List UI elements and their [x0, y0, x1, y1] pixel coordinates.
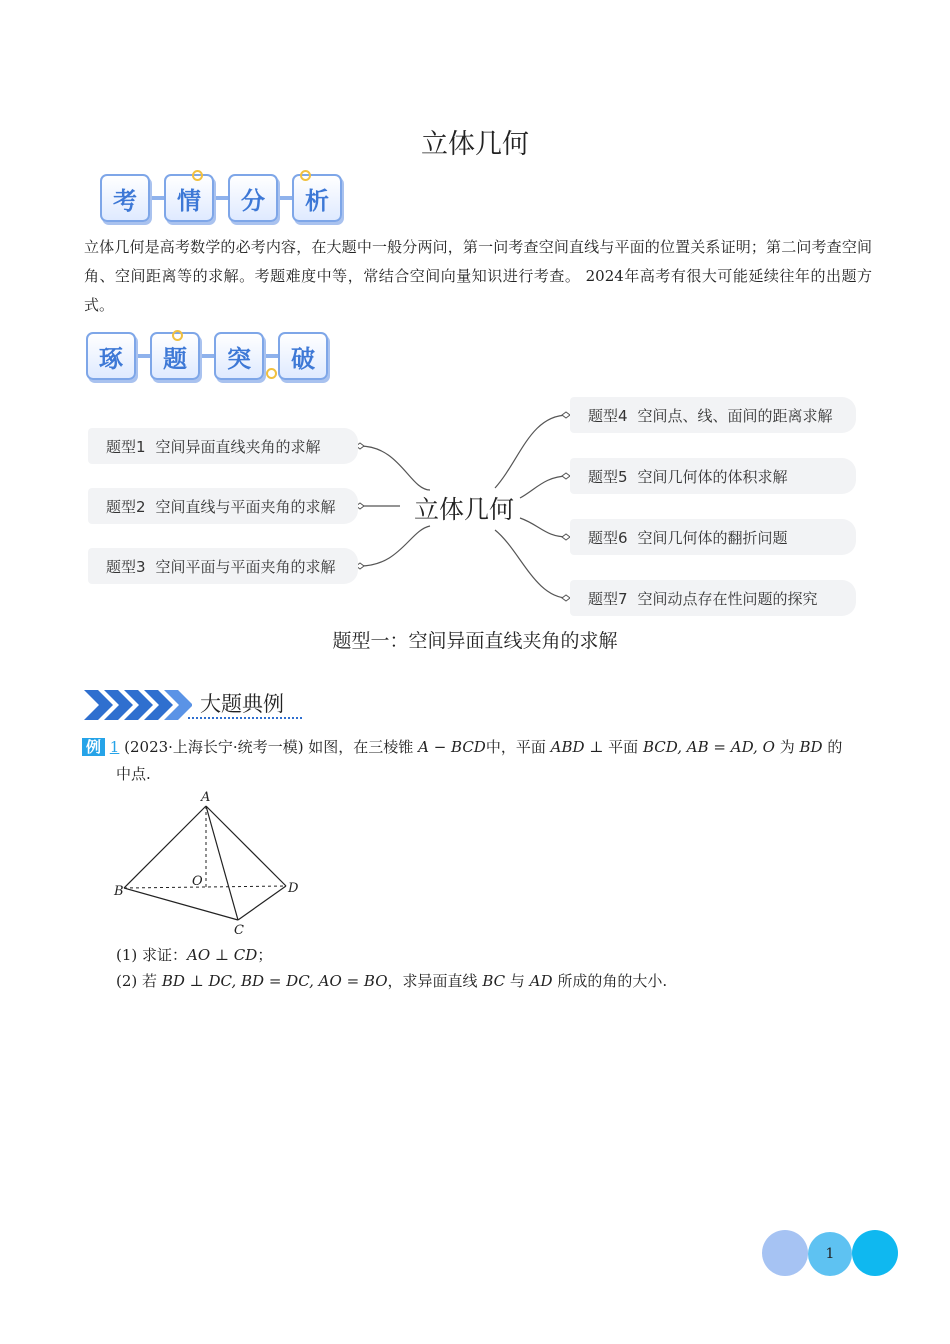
text: (1) 求证：	[116, 946, 188, 964]
vertex-label: B	[114, 884, 124, 899]
badge-link	[264, 354, 278, 358]
node-label: 空间几何体的翻折问题	[637, 528, 788, 547]
math: BD	[799, 738, 823, 756]
node-label: 空间平面与平面夹角的求解	[155, 557, 336, 576]
node-num: 题型6	[588, 528, 628, 547]
example-line-2: 中点.	[116, 765, 151, 783]
example-number: 1	[109, 738, 120, 756]
mindmap-node-left	[88, 548, 358, 584]
badge-link	[214, 196, 228, 200]
circle-decor	[762, 1230, 808, 1276]
badge-char: 考	[100, 174, 150, 222]
banner-title: 大题典例	[200, 692, 284, 716]
mindmap-node-right	[570, 580, 856, 616]
math: BD ⊥ DC, BD = DC, AO = BO	[161, 972, 388, 990]
badge-char: 琢	[86, 332, 136, 380]
decor-dot	[266, 368, 277, 379]
decor-dot	[300, 170, 311, 181]
node-label: 空间直线与平面夹角的求解	[155, 497, 336, 516]
page-indicator	[762, 1230, 902, 1278]
badge-char: 题	[150, 332, 200, 380]
math: AD	[529, 972, 553, 990]
chevron-arrows-icon	[84, 690, 192, 720]
text: 中，平面	[485, 738, 546, 756]
vertex-label: D	[288, 881, 299, 896]
badge-link	[150, 196, 164, 200]
badge-char: 情	[164, 174, 214, 222]
badge-link	[136, 354, 150, 358]
vertex-label: A	[201, 790, 211, 805]
badge-char: 破	[278, 332, 328, 380]
math: BC	[482, 972, 506, 990]
math: BCD, AB = AD, O	[642, 738, 775, 756]
text: 的	[827, 738, 843, 756]
node-label: 空间点、线、面间的距离求解	[637, 406, 833, 425]
question-1	[116, 942, 272, 969]
vertex-label: O	[192, 874, 203, 889]
text: ；	[257, 946, 273, 964]
section-badge-analysis	[100, 174, 342, 222]
section-badge-practice	[86, 332, 328, 380]
badge-link	[278, 196, 292, 200]
text: ⊥ 平面	[589, 738, 639, 756]
mindmap-center: 立体几何	[414, 495, 515, 524]
mindmap-node-right	[570, 519, 856, 555]
circle-decor	[852, 1230, 898, 1276]
example-line-1	[82, 734, 872, 761]
text: 所成的角的大小.	[557, 972, 668, 990]
text: ，求异面直线	[387, 972, 478, 990]
text: 为	[779, 738, 795, 756]
badge-char: 突	[214, 332, 264, 380]
page-number-circle	[808, 1232, 852, 1276]
example-tag: 例	[82, 738, 105, 756]
node-label: 空间几何体的体积求解	[637, 467, 788, 486]
math: ABD	[550, 738, 585, 756]
page-title: 立体几何	[421, 129, 529, 160]
mindmap-node-left	[88, 488, 358, 524]
question-2	[116, 968, 667, 995]
text: (2) 若	[116, 972, 158, 990]
section-title: 题型一：空间异面直线夹角的求解	[332, 630, 618, 652]
example-source: (2023·上海长宁·统考一模) 如图，在三棱锥	[124, 738, 414, 756]
node-num: 题型3	[106, 557, 146, 576]
node-num: 题型1	[106, 437, 146, 456]
banner-underline	[188, 717, 302, 719]
text: 与	[509, 972, 525, 990]
badge-link	[200, 354, 214, 358]
node-num: 题型4	[588, 406, 628, 425]
decor-dot	[172, 330, 183, 341]
mindmap-node-right	[570, 458, 856, 494]
intro-paragraph: 立体几何是高考数学的必考内容，在大题中一般分两问，第一问考查空间直线与平面的位置关系证明；第二问考查空间角、空间距离等的求解。考题难度中等，常结合空间向量知识进行考查。 2024年高考有很大可能延续往年的出题方式。	[84, 238, 872, 314]
badge-char: 析	[292, 174, 342, 222]
decor-dot	[192, 170, 203, 181]
tetrahedron-figure	[110, 788, 310, 938]
vertex-label: C	[234, 923, 244, 938]
page-number: 1	[825, 1246, 835, 1262]
math: A − BCD	[418, 738, 486, 756]
mindmap-node-right	[570, 397, 856, 433]
math: AO ⊥ CD	[187, 946, 258, 964]
node-label: 空间动点存在性问题的探究	[637, 589, 818, 608]
node-num: 题型5	[588, 467, 628, 486]
node-num: 题型7	[588, 589, 628, 608]
mindmap-node-left	[88, 428, 358, 464]
badge-char: 分	[228, 174, 278, 222]
node-num: 题型2	[106, 497, 146, 516]
node-label: 空间异面直线夹角的求解	[155, 437, 321, 456]
